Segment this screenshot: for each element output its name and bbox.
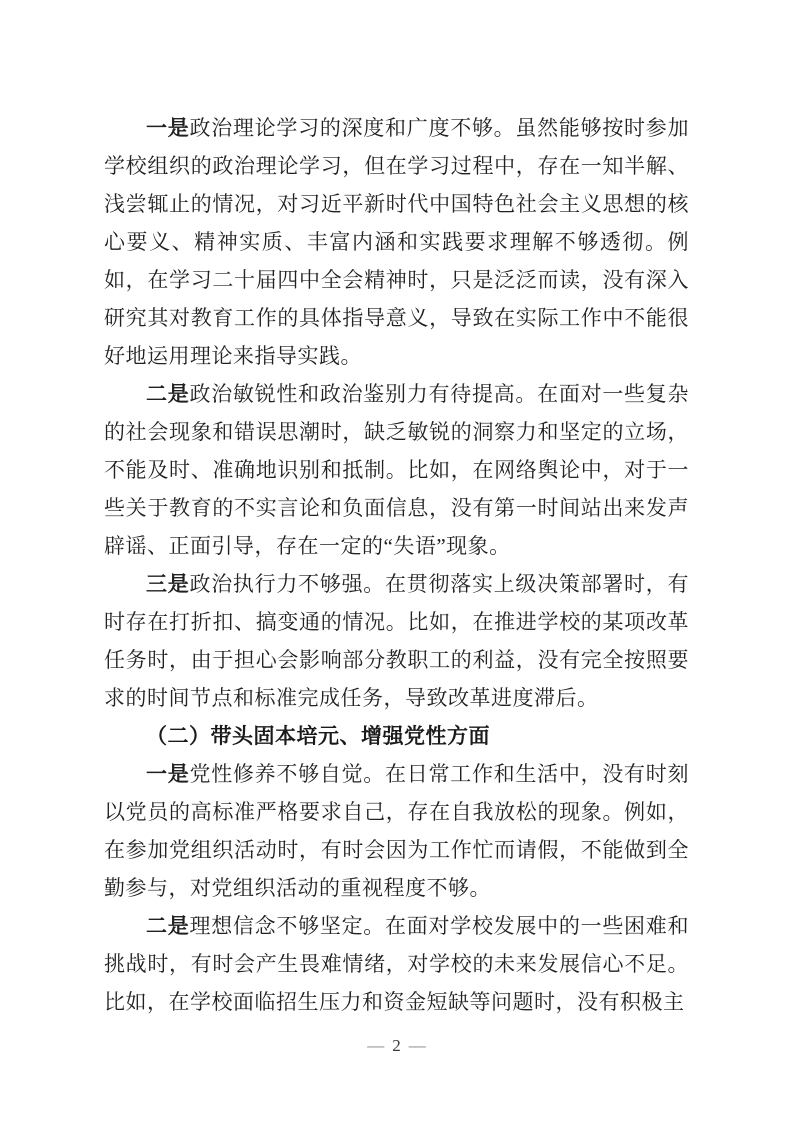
body-paragraph: 三是政治执行力不够强。在贯彻落实上级决策部署时，有时存在打折扣、搞变通的情况。比如，在推进学校的某项改革任务时，由于担心会影响部分教职工的利益，没有完全按照要求的时间节点和标准完成任务，导致改革进度滞后。 [104, 572, 690, 710]
paragraph-lead: 二是 [146, 914, 190, 938]
page-number: 2 [392, 1036, 401, 1055]
document-body [104, 109, 689, 1021]
paragraph-lead: 二是 [146, 382, 190, 406]
paragraph-lead: 一是 [146, 116, 190, 140]
page-footer [0, 1034, 793, 1058]
footer-dash-right: — [408, 1036, 426, 1055]
paragraph-lead: 一是 [146, 762, 190, 786]
footer-dash-left: — [367, 1036, 385, 1055]
paragraph-lead: 三是 [146, 572, 190, 596]
body-paragraph: 二是理想信念不够坚定。在面对学校发展中的一些困难和挑战时，有时会产生畏难情绪，对学校的未来发展信心不足。比如，在学校面临招生压力和资金短缺等问题时，没有积极主 [104, 914, 690, 1014]
body-paragraph: 二是政治敏锐性和政治鉴别力有待提高。在面对一些复杂的社会现象和错误思潮时，缺乏敏锐的洞察力和坚定的立场，不能及时、准确地识别和抵制。比如，在网络舆论中，对于一些关于教育的不实言论和负面信息，没有第一时间站出来发声辟谣、正面引导，存在一定的“失语”现象。 [104, 382, 690, 558]
body-paragraph: 一是党性修养不够自觉。在日常工作和生活中，没有时刻以党员的高标准严格要求自己，存在自我放松的现象。例如，在参加党组织活动时，有时会因为工作忙而请假，不能做到全勤参与，对党组织活动的重视程度不够。 [104, 762, 690, 900]
section-heading: （二）带头固本培元、增强党性方面 [146, 724, 490, 748]
body-paragraph: 一是政治理论学习的深度和广度不够。虽然能够按时参加学校组织的政治理论学习，但在学习过程中，存在一知半解、浅尝辄止的情况，对习近平新时代中国特色社会主义思想的核心要义、精神实质、丰富内涵和实践要求理解不够透彻。例如，在学习二十届四中全会精神时，只是泛泛而读，没有深入研究其对教育工作的具体指导意义，导致在实际工作中不能很好地运用理论来指导实践。 [104, 116, 690, 368]
